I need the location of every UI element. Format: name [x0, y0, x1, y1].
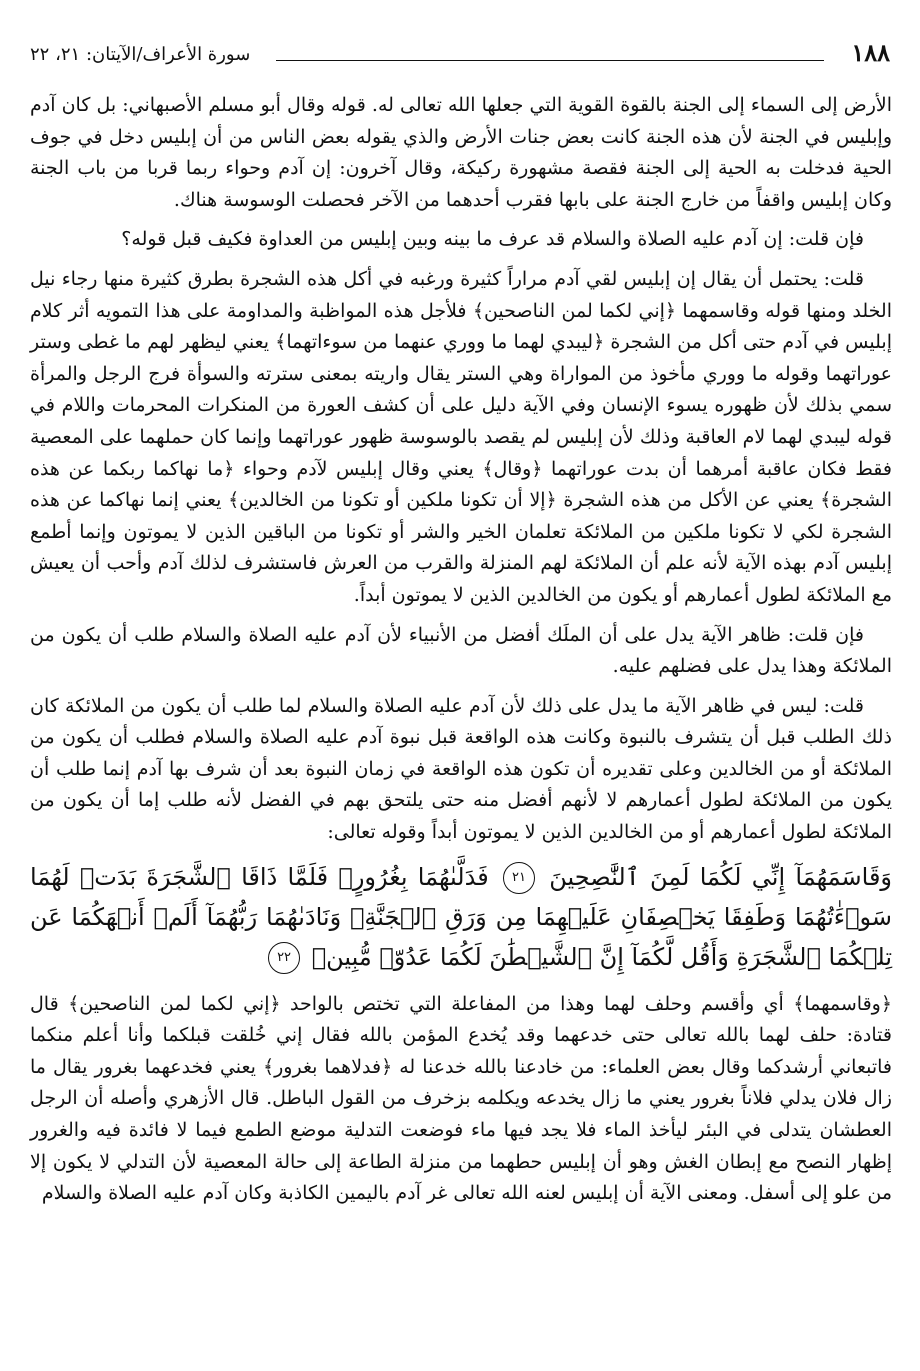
ayah-number-marker: ٢٢ — [268, 942, 300, 974]
running-title: سورة الأعراف/الآيتان: ٢١، ٢٢ — [30, 44, 251, 65]
paragraph: فإن قلت: إن آدم عليه الصلاة والسلام قد عرف ما بينه وبين إبليس من العداوة فكيف قبل قوله؟ — [121, 228, 864, 251]
paragraph: قلت: يحتمل أن يقال إن إبليس لقي آدم مراراً كثيرة ورغبه في أكل هذه الشجرة بطرق كثيرة منها رجاء نيل الخلد ومنها قوله وقاسمهما ﴿إني لكما لمن الناصحين﴾ فلأجل هذه المواظبة والمداومة على هذا التمويه أثر كلام إبليس في آدم حتى أكل من الشجرة ﴿ليبدي لهما ما ووري عنهما من سوءاتهما﴾ يعني ليظهر لهم ما غطى وستر عوراتهما وقوله ما ووري مأخوذ من المواراة وهي الستر يقال واريته بمعنى سترته والسوأة فرج الرجل والمرأة سمي بذلك لأن ظهوره يسوء الإنسان وفي الآية دليل على أن كشف العورة من المنكرات المحرمات واللام في قوله ليبدي لهما لام العاقبة وذلك لأن إبليس لم يقصد بالوسوسة ظهور عوراتهما وإنما كان حملهما على المعصية فقط فكان عاقبة أمرهما أن بدت عوراتهما ﴿وقال﴾ يعني وقال إبليس لآدم وحواء ﴿ما نهاكما ربكما عن هذه الشجرة﴾ يعني عن الأكل من هذه الشجرة ﴿إلا أن تكونا ملكين أو تكونا من الخالدين﴾ يعني إنما نهاكما عن هذه الشجرة لكي لا تكونا ملكين من الملائكة تعلمان الخير والشر أو تكونا من الباقين الذين لا يموتون وإنما أطمع إبليس آدم بهذه الآية لأنه علم أن الملائكة لهم المنزلة والقرب من العرش فاستشرف لذلك آدم وأحب أن يعيش مع الملائكة لطول أعمارهم أو يكون من الخالدين الذين لا يموتون أبداً. — [30, 267, 892, 606]
page-header — [30, 38, 890, 72]
page-number: ١٨٨ — [851, 38, 890, 67]
paragraph: فإن قلت: ظاهر الآية يدل على أن الملَك أفضل من الأنبياء لأن آدم عليه الصلاة والسلام طلب أن يكون من الملائكة وهذا يدل على فضلهم عليه. — [30, 623, 892, 678]
quran-verse-text: فَدَلَّىٰهُمَا بِغُرُورٍۚ فَلَمَّا ذَاقَا ٱلشَّجَرَةَ بَدَتۡ لَهُمَا سَوۡءَٰتُهُمَا وَطَفِقَا يَخۡصِفَانِ عَلَيۡهِمَا مِن وَرَقِ ٱلۡجَنَّةِۖ وَنَادَىٰهُمَا رَبُّهُمَآ أَلَمۡ أَنۡهَكُمَا عَن تِلۡكُمَا ٱلشَّجَرَةِ وَأَقُل لَّكُمَآ إِنَّ ٱلشَّيۡطَٰنَ لَكُمَا عَدُوّٞ مُّبِينٞ — [30, 862, 892, 971]
ayah-number-marker: ٢١ — [503, 862, 535, 894]
paragraph: الأرض إلى السماء إلى الجنة بالقوة القوية التي جعلها الله تعالى له. قوله وقال أبو مسلم الأصبهاني: بل كان آدم وإبليس في الجنة لأن هذه الجنة كانت بعض جنات الأرض والذي يقوله بعض الناس من أن إبليس دخل في جوف الحية فدخلت به الحية إلى الجنة فقصة مشهورة ركيكة، وقال آخرون: إن آدم وحواء ربما قربا من باب الجنة وكان إبليس واقفاً من خارج الجنة على بابها فقرب أحدهما من الآخر فحصلت الوسوسة هناك. — [30, 94, 892, 211]
page-body — [30, 90, 892, 1218]
header-rule — [276, 60, 824, 61]
paragraph: قلت: ليس في ظاهر الآية ما يدل على ذلك لأن آدم عليه الصلاة والسلام لما طلب أن يكون من الملائكة كان ذلك الطلب قبل أن يتشرف بالنبوة وكانت هذه الواقعة قبل نبوة آدم عليه الصلاة والسلام فطلب أن يكون من الملائكة أو من الخالدين وعلى تقديره أن تكون هذه الواقعة في زمان النبوة بعد أن شرف بها آدم إنما طلب أن يكون من الملائكة لطول أعمارهم لا لأنهم أفضل منه حتى يلتحق بهم في الفضل لأنه طلب إما أن يكون من الملائكة لطول أعمارهم أو من الخالدين الذين لا يموتون أبداً وقوله تعالى: — [30, 694, 892, 844]
quran-verse-block — [30, 857, 892, 977]
quran-verse-text: وَقَاسَمَهُمَآ إِنِّي لَكُمَا لَمِنَ ٱلنَّٰصِحِينَ — [549, 862, 893, 891]
paragraph: ﴿وقاسمهما﴾ أي وأقسم وحلف لهما وهذا من المفاعلة التي تختص بالواحد ﴿إني لكما لمن الناصحين﴾ قال قتادة: حلف لهما بالله تعالى حتى خدعهما وقد يُخدع المؤمن بالله فقال إني خُلقت قبلكما وأنا أعلم منكما فاتبعاني أرشدكما وقال بعض العلماء: من خادعنا بالله خدعنا له ﴿فدلاهما بغرور﴾ يعني فخدعهما بغرور يقال ما زال فلان يدلي فلاناً بغرور يعني ما زال يخدعه ويكلمه بزخرف من القول الباطل. قال الأزهري وأصله أن الرجل العطشان يتدلى في البئر ليأخذ الماء فلا يجد فيها ماء فوضعت التدلية موضع الطمع فيما لا فائدة فيه والغرور إظهار النصح مع إبطان الغش وهو أن إبليس حطهما من منزلة الطاعة إلى حالة المعصية لأن التدلي لا يكون إلا من علو إلى أسفل. ومعنى الآية أن إبليس لعنه الله تعالى غر آدم باليمين الكاذبة وكان آدم عليه الصلاة والسلام — [30, 992, 892, 1205]
